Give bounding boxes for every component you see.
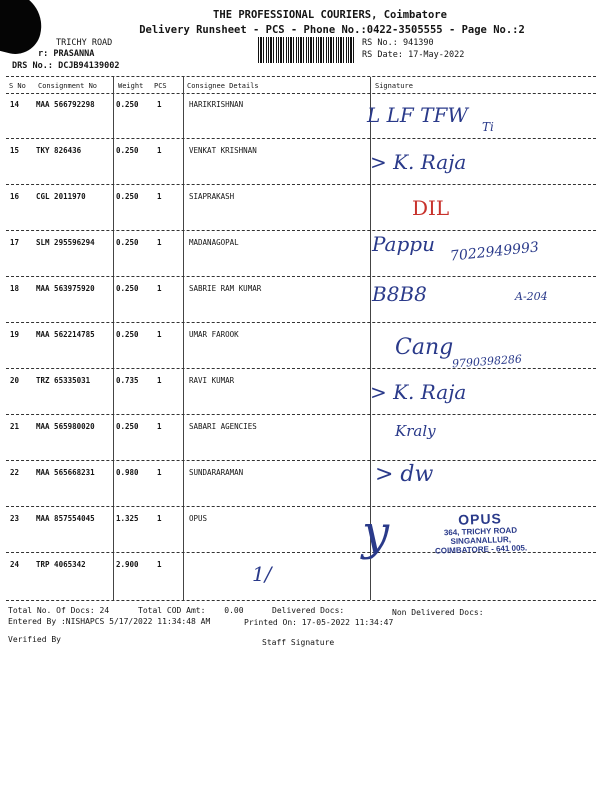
stamp-line-3: COIMBATORE - 641 005. <box>434 543 528 556</box>
cell-consignment: TRP 4065342 <box>36 560 86 569</box>
cell-pcs: 1 <box>157 238 162 247</box>
cell-pcs: 1 <box>157 468 162 477</box>
staff-name: PRASANNA <box>53 49 95 59</box>
cell-weight: 0.250 <box>116 330 139 339</box>
signature-14-note: Ti <box>482 120 494 134</box>
cell-sno: 17 <box>10 238 20 247</box>
cell-pcs: 1 <box>157 192 162 201</box>
cell-consignee: SABARI AGENCIES <box>189 422 257 431</box>
staff-label: r: <box>38 49 49 59</box>
printed-on: Printed On: 17-05-2022 11:34:47 <box>244 618 394 627</box>
col-sno: S No <box>9 82 26 90</box>
total-docs-line <box>8 606 109 615</box>
cell-pcs: 1 <box>157 100 162 109</box>
cell-weight: 0.250 <box>116 100 139 109</box>
cell-pcs: 1 <box>157 560 162 569</box>
verified-by: Verified By <box>8 635 61 644</box>
col-weight: Weight <box>118 82 144 90</box>
total-docs: 24 <box>99 606 110 615</box>
signature-15: > K. Raja <box>370 150 467 174</box>
signature-19-phone: 9790398286 <box>451 352 523 371</box>
row-separator <box>6 460 596 461</box>
row-separator <box>6 184 596 185</box>
cell-consignment: CGL 2011970 <box>36 192 86 201</box>
header-bottom-rule <box>6 93 596 94</box>
cell-weight: 0.250 <box>116 284 139 293</box>
drs-label: DRS No.: <box>12 61 53 71</box>
signature-17-phone: 7022949993 <box>449 239 540 265</box>
cell-weight: 0.980 <box>116 468 139 477</box>
cell-sno: 22 <box>10 468 20 477</box>
cod-line <box>138 606 244 615</box>
signature-22: > dw <box>375 462 434 487</box>
table-top-rule <box>6 76 596 77</box>
rs-no-label: RS No.: <box>362 38 398 48</box>
stamp-line-2: SINGANALLUR, <box>450 534 512 547</box>
rs-no-line <box>362 38 434 48</box>
signature-23: y <box>362 505 390 561</box>
cell-consignee: RAVI KUMAR <box>189 376 235 385</box>
col-signature: Signature <box>375 82 413 90</box>
staff-line <box>38 49 94 59</box>
col-details: Consignee Details <box>187 82 259 90</box>
row-separator <box>6 322 596 323</box>
cell-consignee: MADANAGOPAL <box>189 238 239 247</box>
cell-consignment: MAA 565668231 <box>36 468 95 477</box>
signature-18-note: A-204 <box>515 290 548 303</box>
row-separator <box>6 506 596 507</box>
cell-weight: 0.250 <box>116 192 139 201</box>
cell-consignee: HARIKRISHNAN <box>189 100 244 109</box>
cell-sno: 23 <box>10 514 20 523</box>
entered-by: Entered By :NISHAPCS 5/17/2022 11:34:48 AM <box>8 617 211 626</box>
company-stamp <box>417 510 543 556</box>
stamp-name: OPUS <box>457 510 503 528</box>
company-title: THE PROFESSIONAL COURIERS, Coimbatore <box>213 9 447 21</box>
cell-weight: 2.900 <box>116 560 139 569</box>
signature-16: DIL <box>412 196 450 220</box>
cell-pcs: 1 <box>157 284 162 293</box>
footer-rule <box>6 600 596 601</box>
stamp-line-1: 364, TRICHY ROAD <box>443 525 518 538</box>
cell-consignee: SIAPRAKASH <box>189 192 235 201</box>
staff-signature: Staff Signature <box>262 638 335 647</box>
col-rule <box>183 77 184 600</box>
cell-consignee: SABRIE RAM KUMAR <box>189 284 262 293</box>
cell-consignment: MAA 562214785 <box>36 330 95 339</box>
barcode <box>258 37 354 63</box>
signature-17: Pappu <box>372 232 435 256</box>
cell-sno: 18 <box>10 284 20 293</box>
rs-no: 941390 <box>402 38 434 48</box>
cod-label: Total COD Amt: <box>138 606 206 615</box>
runsheet-subtitle: Delivery Runsheet - PCS - Phone No.:0422-3505555 - Page No.:2 <box>139 24 525 36</box>
cell-pcs: 1 <box>157 422 162 431</box>
cell-sno: 16 <box>10 192 20 201</box>
col-pcs: PCS <box>154 82 167 90</box>
rs-date-label: RS Date: <box>362 50 403 60</box>
cell-weight: 0.250 <box>116 146 139 155</box>
cell-consignee: VENKAT KRISHNAN <box>189 146 257 155</box>
signature-20: > K. Raja <box>370 380 467 404</box>
cell-pcs: 1 <box>157 330 162 339</box>
cell-sno: 15 <box>10 146 20 155</box>
signature-14: L LF TFW <box>367 103 468 127</box>
col-consignment: Consignment No <box>38 82 98 90</box>
cod-amount: 0.00 <box>224 606 244 615</box>
cell-pcs: 1 <box>157 146 162 155</box>
drs-line <box>12 61 120 71</box>
row-separator <box>6 368 596 369</box>
cell-weight: 0.250 <box>116 238 139 247</box>
total-docs-label: Total No. Of Docs: <box>8 606 95 615</box>
signature-19: Cang <box>395 335 454 360</box>
non-delivered-docs-label: Non Delivered Docs: <box>392 608 484 617</box>
drs-number: DCJB94139002 <box>58 61 120 71</box>
signature-18: B8B8 <box>372 282 427 306</box>
row-separator <box>6 414 596 415</box>
cell-sno: 24 <box>10 560 20 569</box>
cell-consignment: TRZ 65335031 <box>36 376 91 385</box>
col-rule <box>113 77 114 600</box>
cell-sno: 19 <box>10 330 20 339</box>
cell-consignment: TKY 826436 <box>36 146 82 155</box>
cell-consignment: MAA 565980020 <box>36 422 95 431</box>
rs-date-line <box>362 50 464 60</box>
signature-21: Kraly <box>395 422 436 440</box>
cell-consignee: SUNDARARAMAN <box>189 468 244 477</box>
signature-24: 1/ <box>252 562 272 586</box>
row-separator <box>6 138 596 139</box>
cell-consignee: OPUS <box>189 514 208 523</box>
cell-pcs: 1 <box>157 376 162 385</box>
cell-consignment: MAA 563975920 <box>36 284 95 293</box>
cell-weight: 0.250 <box>116 422 139 431</box>
row-separator <box>6 230 596 231</box>
cell-sno: 20 <box>10 376 20 385</box>
cell-weight: 1.325 <box>116 514 139 523</box>
delivered-docs-label: Delivered Docs: <box>272 606 345 615</box>
cell-pcs: 1 <box>157 514 162 523</box>
cell-consignee: UMAR FAROOK <box>189 330 239 339</box>
cell-consignment: MAA 566792298 <box>36 100 95 109</box>
cell-weight: 0.735 <box>116 376 139 385</box>
cell-sno: 14 <box>10 100 20 109</box>
row-separator <box>6 276 596 277</box>
branch-name: TRICHY ROAD <box>56 38 113 48</box>
rs-date: 17-May-2022 <box>408 50 465 60</box>
cell-sno: 21 <box>10 422 20 431</box>
cell-consignment: SLM 295596294 <box>36 238 95 247</box>
cell-consignment: MAA 857554045 <box>36 514 95 523</box>
